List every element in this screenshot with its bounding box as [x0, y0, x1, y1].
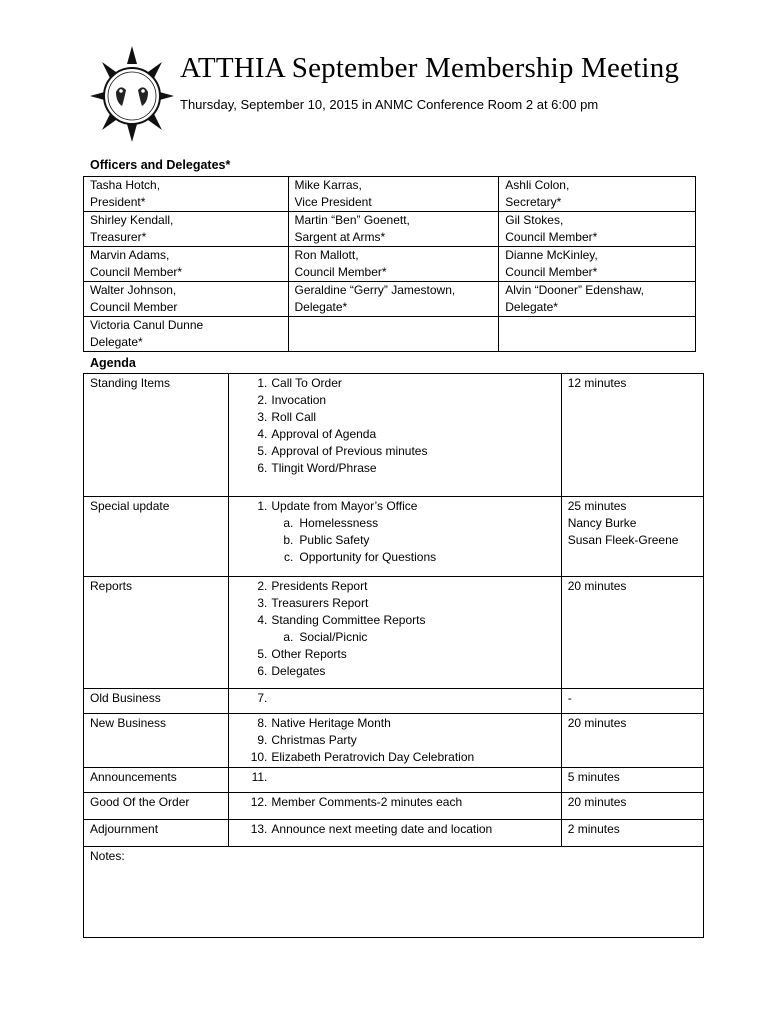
officer-row	[84, 177, 696, 212]
agenda-items	[229, 374, 561, 497]
item-text: Approval of Previous minutes	[271, 444, 428, 458]
item-text: Christmas Party	[271, 733, 357, 747]
time-allotment: 5 minutes	[567, 770, 620, 784]
officer-name: Dianne McKinley,	[505, 248, 598, 262]
officer-role: Vice President	[294, 195, 372, 209]
agenda-items	[229, 768, 561, 793]
officer-cell	[84, 212, 289, 247]
agenda-table	[83, 373, 704, 938]
officer-cell	[84, 177, 289, 212]
item-number: 13.	[250, 822, 268, 836]
officers-table	[83, 176, 696, 352]
agenda-time	[561, 714, 703, 768]
agenda-items	[229, 714, 561, 768]
officer-name: Martin “Ben” Goenett,	[294, 213, 410, 227]
officer-role: President*	[90, 195, 146, 209]
item-text: Call To Order	[271, 376, 342, 390]
time-allotment: 20 minutes	[567, 716, 627, 730]
officer-row	[84, 247, 696, 282]
item-number: 5.	[257, 444, 268, 458]
page-title: ATTHIA September Membership Meeting	[180, 52, 680, 84]
agenda-section-label: Standing Items	[84, 374, 229, 497]
officer-cell	[288, 212, 499, 247]
officer-cell	[84, 317, 289, 352]
agenda-item	[243, 595, 554, 612]
agenda-subitem	[243, 515, 554, 532]
agenda-row	[84, 497, 704, 577]
agenda-section-label: Old Business	[84, 689, 229, 714]
officers-heading: Officers and Delegates*	[90, 158, 231, 172]
officer-name: Ron Mallott,	[294, 248, 359, 262]
item-number: 8.	[257, 716, 268, 730]
agenda-section-label: Announcements	[84, 768, 229, 793]
officer-name: Shirley Kendall,	[90, 213, 174, 227]
agenda-item	[243, 646, 554, 663]
item-text: Invocation	[271, 393, 327, 407]
item-text: Homelessness	[299, 516, 379, 530]
officer-row	[84, 317, 696, 352]
officer-role: Delegate*	[505, 300, 558, 314]
time-allotment: 25 minutes	[567, 499, 627, 513]
tribe-logo	[88, 44, 176, 144]
item-number: a.	[283, 630, 294, 644]
officer-role	[295, 334, 493, 351]
agenda-time	[561, 768, 703, 793]
item-text: Other Reports	[271, 647, 347, 661]
item-text: Opportunity for Questions	[299, 550, 437, 564]
item-text: Elizabeth Peratrovich Day Celebration	[271, 750, 475, 764]
officer-cell	[499, 247, 696, 282]
agenda-item	[243, 612, 554, 629]
officer-name: Ashli Colon,	[505, 178, 570, 192]
item-number: 5.	[257, 647, 268, 661]
officer-cell	[499, 177, 696, 212]
agenda-item	[243, 443, 554, 460]
officer-name	[505, 317, 689, 334]
agenda-subitem	[243, 532, 554, 549]
officer-cell	[288, 247, 499, 282]
item-number: b.	[283, 533, 294, 547]
agenda-row	[84, 768, 704, 793]
agenda-time	[561, 497, 703, 577]
officer-name: Marvin Adams,	[90, 248, 170, 262]
officer-cell	[84, 247, 289, 282]
item-text: Public Safety	[299, 533, 370, 547]
agenda-item	[243, 715, 554, 732]
officer-cell	[84, 282, 289, 317]
notes-label: Notes:	[90, 849, 125, 863]
officer-name: Alvin “Dooner” Edenshaw,	[505, 283, 645, 297]
officer-name	[295, 317, 493, 334]
officer-role: Council Member*	[294, 265, 387, 279]
officer-role: Council Member*	[90, 265, 183, 279]
agenda-items	[229, 793, 561, 820]
agenda-item	[243, 460, 554, 477]
notes-area	[84, 847, 704, 938]
item-number: c.	[284, 550, 294, 564]
agenda-time	[561, 793, 703, 820]
item-number: 7.	[257, 691, 268, 705]
officer-role: Delegate*	[90, 335, 143, 349]
agenda-item	[243, 375, 554, 392]
agenda-row	[84, 820, 704, 847]
presenter-name: Susan Fleek-Greene	[567, 533, 679, 547]
agenda-row	[84, 374, 704, 497]
officer-role: Sargent at Arms*	[294, 230, 386, 244]
agenda-section-label: Reports	[84, 577, 229, 689]
agenda-row	[84, 793, 704, 820]
officer-cell	[288, 177, 499, 212]
officer-cell	[288, 317, 499, 352]
item-number: 4.	[257, 613, 268, 627]
officer-cell	[288, 282, 499, 317]
agenda-section-label: New Business	[84, 714, 229, 768]
officer-role: Treasurer*	[90, 230, 147, 244]
time-allotment: 2 minutes	[567, 822, 620, 836]
agenda-item	[243, 392, 554, 409]
agenda-section-label: Good Of the Order	[84, 793, 229, 820]
item-text: Announce next meeting date and location	[271, 822, 493, 836]
agenda-items	[229, 577, 561, 689]
item-number: a.	[283, 516, 294, 530]
officer-role: Council Member	[90, 300, 178, 314]
agenda-row	[84, 577, 704, 689]
agenda-row	[84, 714, 704, 768]
item-text: Tlingit Word/Phrase	[271, 461, 377, 475]
officer-role: Council Member*	[505, 230, 598, 244]
agenda-items	[229, 820, 561, 847]
item-text: Approval of Agenda	[271, 427, 377, 441]
time-allotment: 12 minutes	[567, 376, 627, 390]
agenda-item	[243, 426, 554, 443]
agenda-item	[243, 749, 554, 766]
agenda-items	[229, 689, 561, 714]
agenda-item	[243, 821, 554, 838]
agenda-subitem	[243, 629, 554, 646]
officer-role: Council Member*	[505, 265, 598, 279]
officer-cell	[499, 212, 696, 247]
agenda-items	[229, 497, 561, 577]
agenda-subitem	[243, 549, 554, 566]
officer-cell	[499, 282, 696, 317]
meeting-subtitle: Thursday, September 10, 2015 in ANMC Conference Room 2 at 6:00 pm	[180, 97, 599, 112]
officer-name: Mike Karras,	[294, 178, 362, 192]
agenda-row	[84, 689, 704, 714]
agenda-item	[243, 663, 554, 680]
item-number: 2.	[257, 579, 268, 593]
agenda-item	[243, 794, 554, 811]
agenda-item	[243, 769, 554, 786]
item-number: 11.	[251, 770, 268, 784]
agenda-item	[243, 578, 554, 595]
item-number: 3.	[257, 410, 268, 424]
officer-name: Tasha Hotch,	[90, 178, 161, 192]
agenda-item	[243, 498, 554, 515]
officer-name: Geraldine “Gerry” Jamestown,	[294, 283, 456, 297]
officer-cell	[499, 317, 696, 352]
item-number: 6.	[257, 664, 268, 678]
item-text: Delegates	[271, 664, 326, 678]
item-text: Standing Committee Reports	[271, 613, 426, 627]
officer-role: Delegate*	[294, 300, 348, 314]
officer-row	[84, 212, 696, 247]
item-number: 2.	[257, 393, 268, 407]
item-text: Treasurers Report	[271, 596, 369, 610]
item-number: 9.	[257, 733, 268, 747]
agenda-heading: Agenda	[90, 356, 136, 370]
item-text: Member Comments-2 minutes each	[271, 795, 463, 809]
item-number: 1.	[257, 499, 268, 513]
agenda-item	[243, 409, 554, 426]
item-number: 3.	[257, 596, 268, 610]
item-number: 12.	[250, 795, 268, 809]
officer-name: Walter Johnson,	[90, 283, 177, 297]
officer-name: Gil Stokes,	[505, 213, 564, 227]
agenda-time	[561, 689, 703, 714]
agenda-time	[561, 577, 703, 689]
time-allotment: 20 minutes	[567, 795, 627, 809]
item-text: Roll Call	[271, 410, 317, 424]
officer-row	[84, 282, 696, 317]
officer-role	[505, 334, 689, 351]
item-text: Native Heritage Month	[271, 716, 391, 730]
time-allotment: -	[567, 691, 572, 705]
item-text: Social/Picnic	[299, 630, 368, 644]
officer-name: Victoria Canul Dunne	[90, 318, 204, 332]
agenda-item	[243, 690, 554, 707]
notes-row	[84, 847, 704, 938]
agenda-item	[243, 732, 554, 749]
item-number: 10.	[250, 750, 268, 764]
item-text: Presidents Report	[271, 579, 368, 593]
presenter-name: Nancy Burke	[567, 516, 637, 530]
officer-role: Secretary*	[505, 195, 562, 209]
agenda-section-label: Adjournment	[84, 820, 229, 847]
item-number: 1.	[257, 376, 268, 390]
item-number: 4.	[257, 427, 268, 441]
agenda-section-label: Special update	[84, 497, 229, 577]
agenda-time	[561, 374, 703, 497]
item-text: Update from Mayor’s Office	[271, 499, 418, 513]
time-allotment: 20 minutes	[567, 579, 627, 593]
agenda-time	[561, 820, 703, 847]
item-number: 6.	[257, 461, 268, 475]
